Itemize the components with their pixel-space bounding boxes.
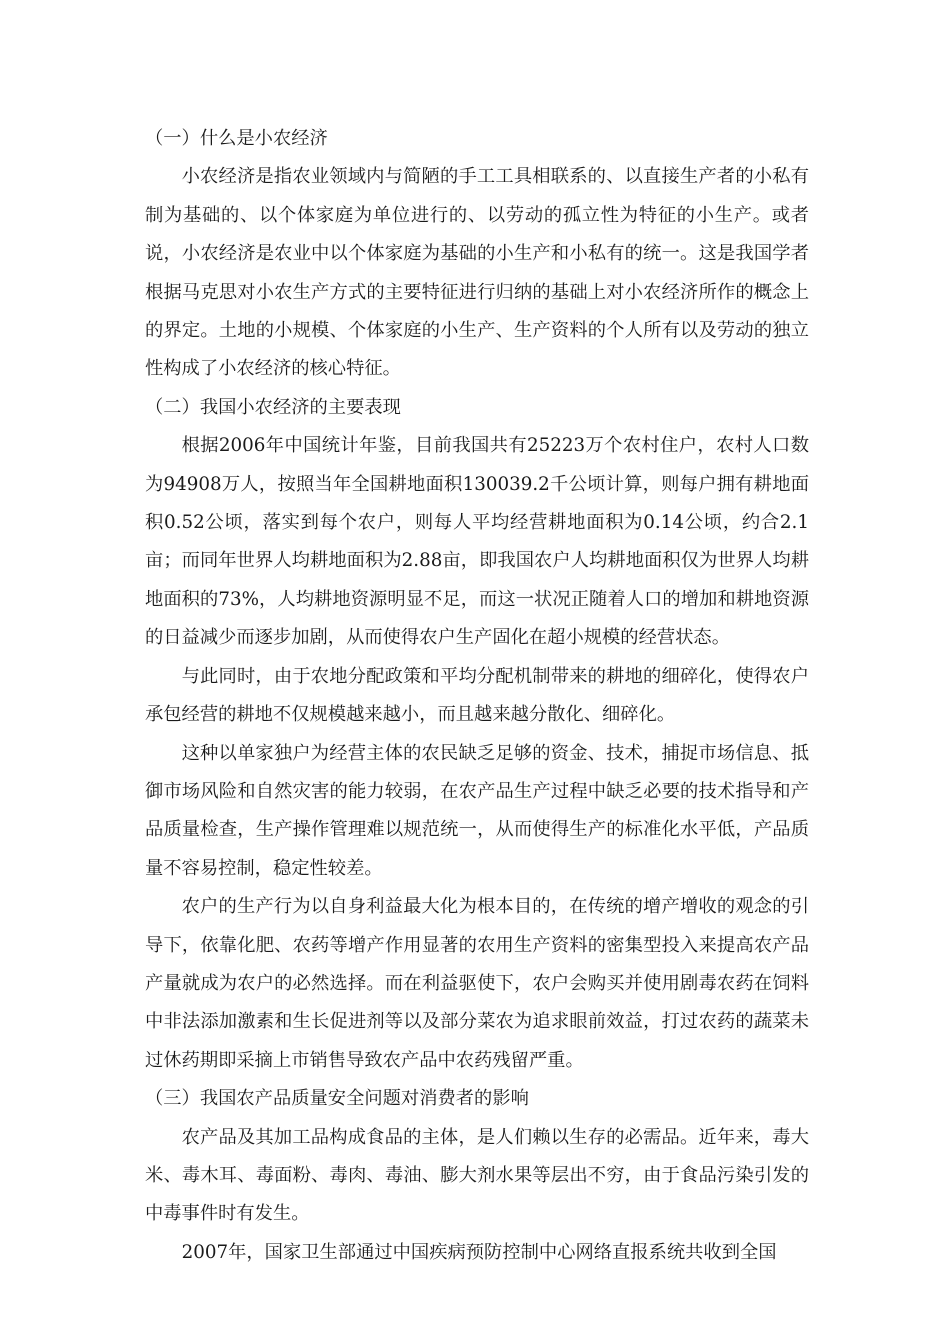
paragraph: 这种以单家独户为经营主体的农民缺乏足够的资金、技术，捕捉市场信息、抵御市场风险和自然灾害的能力较弱，在农产品生产过程中缺乏必要的技术指导和产品质量检查，生产操作管理难以规范统一，从而使得生产的标准化水平低，产品质量不容易控制，稳定性较差。 — [145, 742, 809, 879]
paragraph: 2007年，国家卫生部通过中国疾病预防控制中心网络直报系统共收到全国 — [181, 1241, 777, 1263]
paragraph: 根据2006年中国统计年鉴，目前我国共有25223万个农村住户，农村人口数为94908万人，按照当年全国耕地面积130039.2千公顷计算，则每户拥有耕地面积0.52公顷，落实到每个农户，则每人平均经营耕地面积为0.14公顷，约合2.1亩；而同年世界人均耕地面积为2.88亩，即我国农户人均耕地面积仅为世界人均耕地面积的73%，人均耕地资源明显不足，而这一状况正随着人口的增加和耕地资源的日益减少而逐步加剧，从而使得农户生产固化在超小规模的经营状态。 — [145, 435, 809, 649]
section-heading: （二）我国小农经济的主要表现 — [145, 396, 401, 418]
section-heading: （一）什么是小农经济 — [145, 128, 328, 149]
document-body — [145, 120, 809, 1272]
section-heading: （三）我国农产品质量安全问题对消费者的影响 — [145, 1088, 529, 1110]
section-2 — [145, 389, 809, 1080]
section-3 — [145, 1080, 809, 1272]
paragraph: 农产品及其加工品构成食品的主体，是人们赖以生存的必需品。近年来，毒大米、毒木耳、毒面粉、毒肉、毒油、膨大剂水果等层出不穷，由于食品污染引发的中毒事件时有发生。 — [145, 1126, 809, 1225]
paragraph: 小农经济是指农业领域内与简陋的手工工具相联系的、以直接生产者的小私有制为基础的、以个体家庭为单位进行的、以劳动的孤立性为特征的小生产。或者说，小农经济是农业中以个体家庭为基础的小生产和小私有的统一。这是我国学者根据马克思对小农生产方式的主要特征进行归纳的基础上对小农经济所作的概念上的界定。土地的小规模、个体家庭的小生产、生产资料的个人所有以及劳动的独立性构成了小农经济的核心特征。 — [145, 166, 809, 380]
paragraph: 与此同时，由于农地分配政策和平均分配机制带来的耕地的细碎化，使得农户承包经营的耕地不仅规模越来越小，而且越来越分散化、细碎化。 — [145, 665, 809, 726]
paragraph: 农户的生产行为以自身利益最大化为根本目的，在传统的增产增收的观念的引导下，依靠化肥、农药等增产作用显著的农用生产资料的密集型投入来提高农产品产量就成为农户的必然选择。而在利益驱使下，农户会购买并使用剧毒农药在饲料中非法添加激素和生长促进剂等以及部分菜农为追求眼前效益，打过农药的蔬菜未过休药期即采摘上市销售导致农产品中农药残留严重。 — [145, 896, 809, 1071]
section-1 — [145, 120, 809, 389]
